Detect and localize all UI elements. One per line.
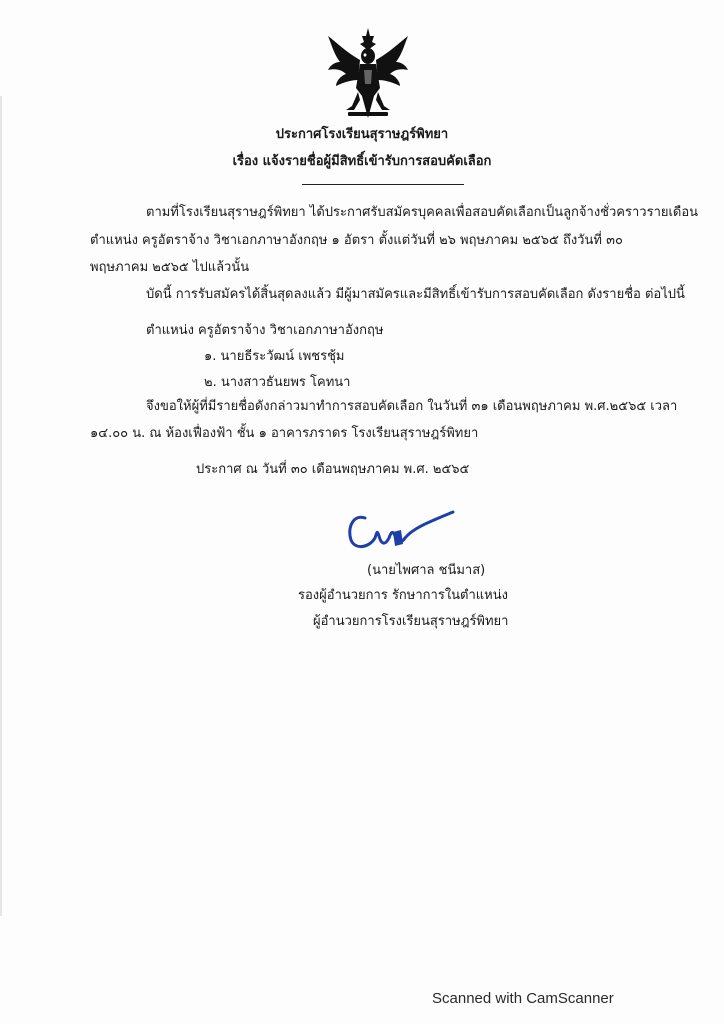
announcement-subject: เรื่อง แจ้งรายชื่อผู้มีสิทธิ์เข้ารับการสอบคัดเลือก (232, 154, 492, 169)
scanner-watermark: Scanned with CamScanner (432, 990, 614, 1007)
paragraph-3-line-2: ๑๔.๐๐ น. ณ ห้องเฟื่องฟ้า ชั้น ๑ อาคารภราดร โรงเรียนสุราษฎร์พิทยา (90, 426, 479, 441)
handwritten-signature (343, 508, 463, 558)
announcement-title: ประกาศโรงเรียนสุราษฎร์พิทยา (275, 127, 449, 142)
paragraph-2: บัดนี้ การรับสมัครได้สิ้นสุดลงแล้ว มีผู้มาสมัครและมีสิทธิ์เข้ารับการสอบคัดเลือก ดังรายชื่อ ต่อไปนี้ (146, 287, 685, 302)
signatory-title-1: รองผู้อำนวยการ รักษาการในตำแหน่ง (298, 588, 508, 603)
signatory-name: (นายไพศาล ชนีมาส) (367, 563, 486, 578)
signatory-title-2: ผู้อำนวยการโรงเรียนสุราษฎร์พิทยา (313, 614, 509, 629)
page-edge (0, 96, 2, 916)
garuda-emblem-icon (324, 26, 412, 122)
announcement-date: ประกาศ ณ วันที่ ๓๐ เดือนพฤษภาคม พ.ศ. ๒๕๖๕ (196, 462, 470, 477)
paragraph-3-line-1: จึงขอให้ผู้ที่มีรายชื่อดังกล่าวมาทำการสอบคัดเลือก ในวันที่ ๓๑ เดือนพฤษภาคม พ.ศ.๒๕๖๕ เวลา (146, 399, 678, 414)
position-label: ตำแหน่ง ครูอัตราจ้าง วิชาเอกภาษาอังกฤษ (146, 323, 384, 338)
paragraph-1-line-1: ตามที่โรงเรียนสุราษฎร์พิทยา ได้ประกาศรับสมัครบุคคลเพื่อสอบคัดเลือกเป็นลูกจ้างชั่วคราวรายเดือน (146, 205, 699, 220)
title-underline (302, 184, 464, 185)
candidate-item: ๑. นายธีระวัฒน์ เพชรชุ้ม (204, 349, 345, 364)
paragraph-1-line-3: พฤษภาคม ๒๕๖๕ ไปแล้วนั้น (90, 260, 250, 275)
paragraph-1-line-2: ตำแหน่ง ครูอัตราจ้าง วิชาเอกภาษาอังกฤษ ๑ อัตรา ตั้งแต่วันที่ ๒๖ พฤษภาคม ๒๕๖๕ ถึงวันที่ ๓๐ (90, 233, 623, 248)
candidate-item: ๒. นางสาวธันยพร โคทนา (204, 375, 351, 390)
